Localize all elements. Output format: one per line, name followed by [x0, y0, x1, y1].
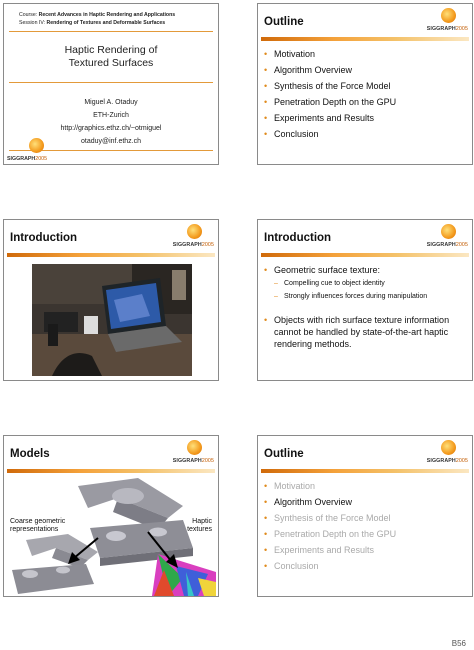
slide-outline — [257, 3, 473, 165]
sun-icon — [187, 440, 202, 455]
course-info — [19, 11, 175, 27]
outline-item: • Synthesis of the Force Model — [264, 512, 468, 524]
outline-item: • Motivation — [264, 48, 468, 60]
title-line-1: Haptic Rendering of — [64, 44, 158, 56]
sun-icon — [441, 440, 456, 455]
intro-subitem: – Strongly influences forces during manipulation — [274, 292, 468, 302]
slide-heading: Introduction — [264, 232, 332, 244]
coarse-label-line-1: Coarse geometric — [10, 518, 66, 525]
slide-heading: Introduction — [10, 232, 78, 244]
slide-heading: Outline — [264, 448, 304, 460]
intro-sublist — [274, 279, 468, 302]
intro-subitem: – Compelling cue to object identity — [274, 279, 468, 289]
outline-item: • Synthesis of the Force Model — [264, 80, 468, 92]
slide-introduction-photo — [3, 219, 219, 381]
logo-word: SIGGRAPH — [7, 156, 36, 162]
logo-word: SIGGRAPH — [172, 458, 202, 464]
presentation-title — [4, 44, 218, 70]
logo-year: 2005 — [455, 458, 468, 464]
coarse-label — [10, 518, 65, 534]
siggraph-logo — [162, 224, 214, 248]
heading-bar — [7, 253, 215, 257]
slide-models — [3, 435, 219, 597]
page-number: B56 — [451, 639, 466, 648]
session-name: Rendering of Textures and Deformable Surfaces — [46, 20, 166, 26]
texture-label-line-2: textures — [187, 526, 212, 533]
outline-list — [264, 48, 468, 144]
logo-year: 2005 — [201, 458, 214, 464]
haptic-setup-photo — [32, 264, 192, 376]
outline-item: • Motivation — [264, 480, 468, 492]
heading-bar — [261, 253, 469, 257]
outline-item: • Experiments and Results — [264, 544, 468, 556]
siggraph-logo — [416, 440, 468, 464]
intro-item — [264, 264, 468, 302]
intro-list — [264, 264, 468, 354]
slide-heading: Models — [10, 448, 50, 460]
siggraph-logo — [162, 440, 214, 464]
siggraph-logo — [7, 138, 59, 162]
outline-item: • Penetration Depth on the GPU — [264, 96, 468, 108]
sun-icon — [441, 8, 456, 23]
logo-word: SIGGRAPH — [172, 242, 202, 248]
slide-outline-highlight — [257, 435, 473, 597]
logo-year: 2005 — [35, 156, 48, 162]
texture-label — [187, 518, 212, 534]
divider-middle — [9, 82, 213, 83]
slide-title — [3, 3, 219, 165]
sun-icon — [187, 224, 202, 239]
heading-bar — [261, 37, 469, 41]
logo-year: 2005 — [201, 242, 214, 248]
sun-icon — [441, 224, 456, 239]
sun-icon — [29, 138, 44, 153]
logo-year: 2005 — [455, 26, 468, 32]
logo-word: SIGGRAPH — [426, 242, 456, 248]
logo-word: SIGGRAPH — [426, 458, 456, 464]
texture-label-line-1: Haptic — [192, 518, 212, 525]
author-url[interactable]: http://graphics.ethz.ch/~otmiguel — [60, 125, 162, 132]
outline-item: • Algorithm Overview — [264, 64, 468, 76]
outline-item: • Conclusion — [264, 128, 468, 140]
logo-word: SIGGRAPH — [426, 26, 456, 32]
slide-introduction — [257, 219, 473, 381]
siggraph-logo — [416, 8, 468, 32]
coarse-label-line-2: representations — [10, 526, 59, 533]
session-label: Session IV: — [19, 20, 47, 26]
title-line-2: Textured Surfaces — [68, 57, 154, 69]
outline-item: • Experiments and Results — [264, 112, 468, 124]
intro-item: • Objects with rich surface texture information cannot be handled by state-of-the-art haptic rendering methods. — [264, 314, 468, 350]
course-label: Course: — [19, 12, 39, 18]
intro-item-text: Geometric surface texture: — [274, 265, 381, 275]
heading-bar — [261, 469, 469, 473]
author-email[interactable]: otaduy@inf.ethz.ch — [80, 138, 142, 145]
siggraph-logo — [416, 224, 468, 248]
outline-list — [264, 480, 468, 576]
outline-item: • Conclusion — [264, 560, 468, 572]
heading-bar — [7, 469, 215, 473]
logo-year: 2005 — [455, 242, 468, 248]
outline-item: • Penetration Depth on the GPU — [264, 528, 468, 540]
models-figure — [8, 478, 216, 596]
divider-top — [9, 31, 213, 32]
outline-item: • Algorithm Overview — [264, 496, 468, 508]
slide-heading: Outline — [264, 16, 304, 28]
author-name: Miguel A. Otaduy — [84, 99, 138, 106]
course-name: Recent Advances in Haptic Rendering and Applications — [38, 12, 176, 18]
author-affiliation: ETH-Zurich — [93, 112, 129, 119]
